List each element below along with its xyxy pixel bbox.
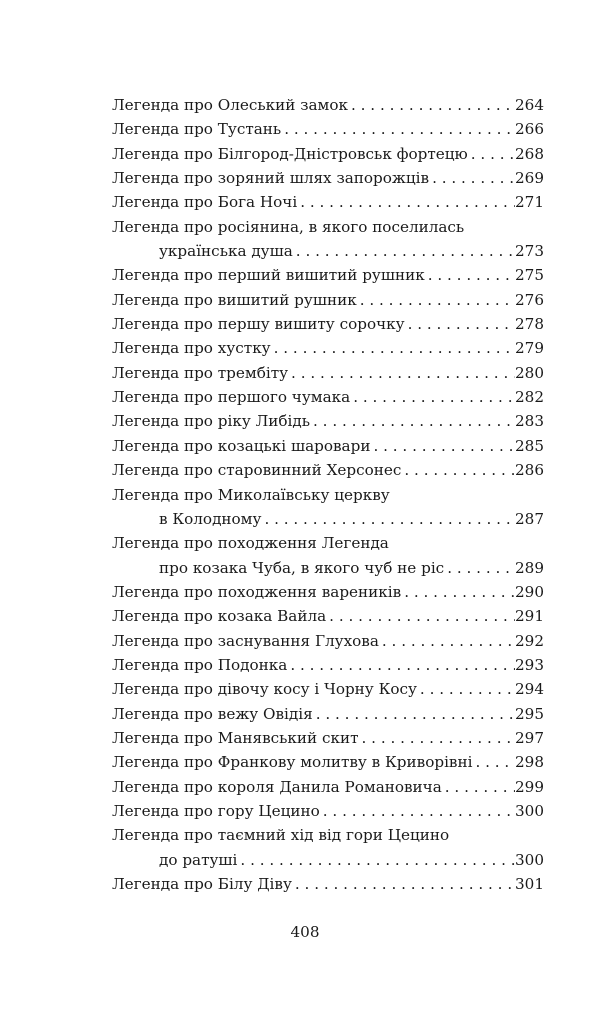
toc-title: Легенда про таємний хід від гори Цецино xyxy=(112,826,450,845)
toc-line-with-page xyxy=(112,361,544,385)
dot-leader xyxy=(297,190,515,214)
toc-line-with-page xyxy=(112,288,544,312)
toc-title: Легенда про Манявський скит xyxy=(112,728,359,747)
dot-leader xyxy=(359,726,515,750)
toc-title: Легенда про Франкову молитву в Криворівні xyxy=(112,753,473,772)
dot-leader xyxy=(310,409,515,433)
toc-title: Легенда про дівочу косу і Чорну Косу xyxy=(112,680,417,699)
toc-title-line xyxy=(112,483,544,507)
toc-page-number: 287 xyxy=(515,509,544,528)
toc-entry xyxy=(112,215,544,264)
toc-page-number: 271 xyxy=(515,193,544,212)
toc-title: про козака Чуба, в якого чуб не ріс xyxy=(159,558,445,577)
dot-leader xyxy=(326,604,515,628)
toc-title: Легенда про короля Данила Романовича xyxy=(112,777,442,796)
toc-line-with-page xyxy=(112,750,544,774)
toc-page-number: 299 xyxy=(515,777,544,796)
toc-title: Легенда про зоряний шлях запорожців xyxy=(112,169,430,188)
toc-title-line xyxy=(112,823,544,847)
toc-page-number: 292 xyxy=(515,631,544,650)
dot-leader xyxy=(472,750,515,774)
dot-leader xyxy=(281,117,515,141)
toc-line-with-page xyxy=(112,580,544,604)
toc-entry xyxy=(112,726,544,750)
toc-line-with-page xyxy=(112,190,544,214)
toc-entry xyxy=(112,483,544,532)
toc-page-number: 293 xyxy=(515,655,544,674)
dot-leader xyxy=(442,775,515,799)
dot-leader xyxy=(348,93,515,117)
dot-leader xyxy=(444,556,515,580)
toc-entry xyxy=(112,190,544,214)
toc-line-with-page xyxy=(112,726,544,750)
toc-page-number: 301 xyxy=(515,875,544,893)
toc-title: Легенда про трембіту xyxy=(112,363,289,382)
toc-entry xyxy=(112,750,544,774)
toc-entry xyxy=(112,166,544,190)
dot-leader xyxy=(417,677,515,701)
toc-page-number: 283 xyxy=(515,412,544,431)
toc-page-number: 298 xyxy=(515,753,544,772)
dot-leader xyxy=(379,629,515,653)
toc-title: Легенда про першого чумака xyxy=(112,388,351,407)
toc-entry xyxy=(112,263,544,287)
toc-line-with-page xyxy=(112,775,544,799)
toc-page-number: 269 xyxy=(515,169,544,188)
toc-line-with-page xyxy=(112,336,544,360)
toc-entry xyxy=(112,409,544,433)
dot-leader xyxy=(425,263,515,287)
toc-page-number: 291 xyxy=(515,607,544,626)
toc-line-with-page xyxy=(112,166,544,190)
toc-line-with-page xyxy=(112,117,544,141)
toc-page-number: 294 xyxy=(515,680,544,699)
toc-entry xyxy=(112,385,544,409)
toc-line-with-page xyxy=(112,872,544,896)
toc-entry xyxy=(112,775,544,799)
toc-title: Легенда про хустку xyxy=(112,339,271,358)
toc-line-with-page xyxy=(112,409,544,433)
dot-leader xyxy=(401,458,515,482)
toc-title: Легенда про ріку Либідь xyxy=(112,412,311,431)
toc-title: Легенда про Тустань xyxy=(112,120,282,139)
dot-leader xyxy=(350,385,515,409)
toc-page-number: 290 xyxy=(515,582,544,601)
toc-entry xyxy=(112,361,544,385)
table-of-contents xyxy=(112,93,544,896)
toc-title: Легенда про заснування Глухова xyxy=(112,631,379,650)
toc-title: українська душа xyxy=(159,242,293,261)
toc-page-number: 279 xyxy=(515,339,544,358)
dot-leader xyxy=(468,142,515,166)
toc-line-with-page xyxy=(112,312,544,336)
toc-title: Легенда про козацькі шаровари xyxy=(112,436,371,455)
toc-line-with-page xyxy=(112,93,544,117)
toc-entry xyxy=(112,288,544,312)
toc-entry xyxy=(112,458,544,482)
dot-leader xyxy=(357,288,515,312)
toc-entry xyxy=(112,93,544,117)
toc-entry xyxy=(112,799,544,823)
toc-entry xyxy=(112,872,544,896)
dot-leader xyxy=(405,312,515,336)
toc-title: Легенда про першу вишиту сорочку xyxy=(112,315,405,334)
toc-page-number: 289 xyxy=(515,558,544,577)
toc-entry xyxy=(112,142,544,166)
toc-entry xyxy=(112,117,544,141)
toc-title: Легенда про Подонка xyxy=(112,655,288,674)
toc-page-number: 297 xyxy=(515,728,544,747)
toc-page-number: 276 xyxy=(515,290,544,309)
toc-entry xyxy=(112,702,544,726)
toc-line-with-page xyxy=(112,653,544,677)
toc-page-number: 295 xyxy=(515,704,544,723)
toc-page-number: 300 xyxy=(515,801,544,820)
toc-title: Легенда про Миколаївську церкву xyxy=(112,485,390,504)
toc-line-with-page xyxy=(112,239,544,263)
toc-title-line xyxy=(112,215,544,239)
toc-entry xyxy=(112,580,544,604)
dot-leader xyxy=(429,166,515,190)
toc-line-with-page xyxy=(112,142,544,166)
toc-title: в Колодному xyxy=(159,509,262,528)
toc-entry xyxy=(112,653,544,677)
toc-page-number: 273 xyxy=(515,242,544,261)
toc-title: до ратуші xyxy=(159,850,238,869)
toc-line-with-page xyxy=(112,604,544,628)
toc-page-number: 264 xyxy=(515,96,544,114)
dot-leader xyxy=(293,239,515,263)
dot-leader xyxy=(313,702,515,726)
toc-title: Легенда про старовинний Херсонес xyxy=(112,461,402,480)
toc-entry xyxy=(112,604,544,628)
toc-page-number: 280 xyxy=(515,363,544,382)
toc-line-with-page xyxy=(112,848,544,872)
toc-line-with-page xyxy=(112,556,544,580)
toc-title: Легенда про Бога Ночі xyxy=(112,193,298,212)
toc-page-number: 266 xyxy=(515,120,544,139)
dot-leader xyxy=(237,848,515,872)
toc-entry xyxy=(112,312,544,336)
toc-page-number: 268 xyxy=(515,144,544,163)
toc-line-with-page xyxy=(112,263,544,287)
toc-page-number: 285 xyxy=(515,436,544,455)
toc-title: Легенда про росіянина, в якого поселилась xyxy=(112,217,465,236)
toc-line-with-page xyxy=(112,799,544,823)
toc-page-number: 286 xyxy=(515,461,544,480)
toc-title: Легенда про Білгород-Дністровськ фортецю xyxy=(112,144,468,163)
toc-page-number: 282 xyxy=(515,388,544,407)
page-number: 408 xyxy=(290,923,320,941)
toc-page-number: 278 xyxy=(515,315,544,334)
toc-line-with-page xyxy=(112,385,544,409)
toc-entry xyxy=(112,434,544,458)
toc-title: Легенда про походження вареників xyxy=(112,582,402,601)
toc-line-with-page xyxy=(112,629,544,653)
toc-title: Легенда про Білу Діву xyxy=(112,875,292,893)
toc-title: Легенда про походження Легенда xyxy=(112,534,389,553)
toc-line-with-page xyxy=(112,677,544,701)
dot-leader xyxy=(292,872,515,896)
dot-leader xyxy=(271,336,515,360)
toc-entry xyxy=(112,677,544,701)
dot-leader xyxy=(401,580,515,604)
toc-title-line xyxy=(112,531,544,555)
toc-entry xyxy=(112,629,544,653)
dot-leader xyxy=(288,361,515,385)
toc-title: Легенда про вишитий рушник xyxy=(112,290,357,309)
toc-line-with-page xyxy=(112,507,544,531)
toc-title: Легенда про перший вишитий рушник xyxy=(112,266,425,285)
dot-leader xyxy=(287,653,515,677)
toc-line-with-page xyxy=(112,458,544,482)
toc-title: Легенда про козака Вайла xyxy=(112,607,327,626)
toc-title: Легенда про гору Цецино xyxy=(112,801,320,820)
toc-title: Легенда про Олеський замок xyxy=(112,96,348,114)
toc-title: Легенда про вежу Овідія xyxy=(112,704,313,723)
toc-page-number: 275 xyxy=(515,266,544,285)
toc-line-with-page xyxy=(112,434,544,458)
toc-entry xyxy=(112,531,544,580)
toc-entry xyxy=(112,823,544,872)
dot-leader xyxy=(320,799,515,823)
dot-leader xyxy=(261,507,515,531)
toc-entry xyxy=(112,336,544,360)
toc-page-number: 300 xyxy=(515,850,544,869)
toc-line-with-page xyxy=(112,702,544,726)
dot-leader xyxy=(370,434,515,458)
